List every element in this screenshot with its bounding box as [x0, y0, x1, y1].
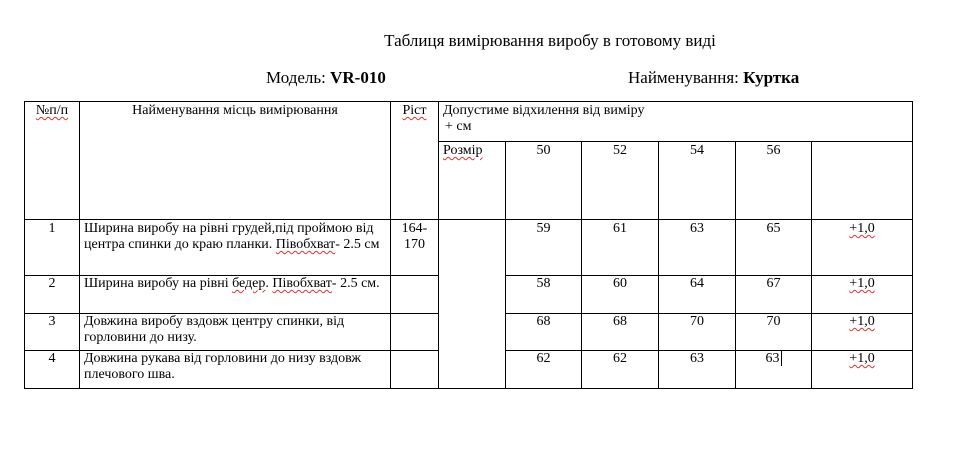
header-place: Найменування місць вимірювання [80, 102, 391, 220]
header-size-56: 56 [736, 142, 812, 220]
header-size-52: 52 [582, 142, 659, 220]
row-value: 58 [506, 276, 582, 314]
row-value: 68 [582, 314, 659, 351]
row-value: 70 [736, 314, 812, 351]
row-value: 62 [506, 351, 582, 389]
deviation-line1: Допустиме відхилення від виміру [443, 103, 645, 118]
header-size-50: 50 [506, 142, 582, 220]
header-size-label: Розмір [439, 142, 506, 220]
height-empty [391, 314, 439, 351]
size-label-empty [439, 220, 506, 389]
measurement-table [24, 101, 913, 389]
document-title: Таблиця вимірювання виробу в готовому виді [384, 31, 716, 50]
row-desc: Ширина виробу на рівні грудей,під проймою від центра спинки до краю планки. Півобхват- 2.5 см [80, 220, 391, 276]
model-line [266, 68, 386, 88]
row-value: 63 [659, 220, 736, 276]
row-desc: Довжина рукава від горловини до низу вздовж плечового шва. [80, 351, 391, 389]
header-empty [812, 142, 913, 220]
row-value: 70 [659, 314, 736, 351]
row-tolerance: +1,0 [812, 276, 913, 314]
row-value: 63 [659, 351, 736, 389]
header-height: Ріст [391, 102, 439, 220]
row-desc: Ширина виробу на рівні бедер. Півобхват- 2.5 см. [80, 276, 391, 314]
row-value[interactable] [736, 351, 812, 389]
row-value: 60 [582, 276, 659, 314]
row-num: 2 [25, 276, 80, 314]
row-value: 68 [506, 314, 582, 351]
model-label: Модель: [266, 68, 326, 87]
deviation-line2: + см [445, 119, 472, 134]
row-num: 3 [25, 314, 80, 351]
height-value: 164-170 [391, 220, 439, 276]
model-value: VR-010 [330, 68, 386, 87]
height-empty [391, 351, 439, 389]
row-value: 67 [736, 276, 812, 314]
height-empty [391, 276, 439, 314]
header-num: №п/п [25, 102, 80, 220]
row-num: 4 [25, 351, 80, 389]
row-tolerance: +1,0 [812, 314, 913, 351]
naming-label: Найменування: [628, 68, 739, 87]
row-desc: Довжина виробу вздовж центру спинки, від горловини до низу. [80, 314, 391, 351]
row-num: 1 [25, 220, 80, 276]
header-size-54: 54 [659, 142, 736, 220]
row-value: 65 [736, 220, 812, 276]
text-cursor: 63 [765, 351, 780, 366]
row-value: 59 [506, 220, 582, 276]
row-value: 64 [659, 276, 736, 314]
naming-value: Куртка [743, 68, 800, 87]
table-row [25, 220, 913, 276]
header-deviation [439, 102, 913, 142]
row-value: 62 [582, 351, 659, 389]
row-tolerance: +1,0 [812, 220, 913, 276]
naming-line [628, 68, 799, 88]
row-tolerance: +1,0 [812, 351, 913, 389]
row-value: 61 [582, 220, 659, 276]
